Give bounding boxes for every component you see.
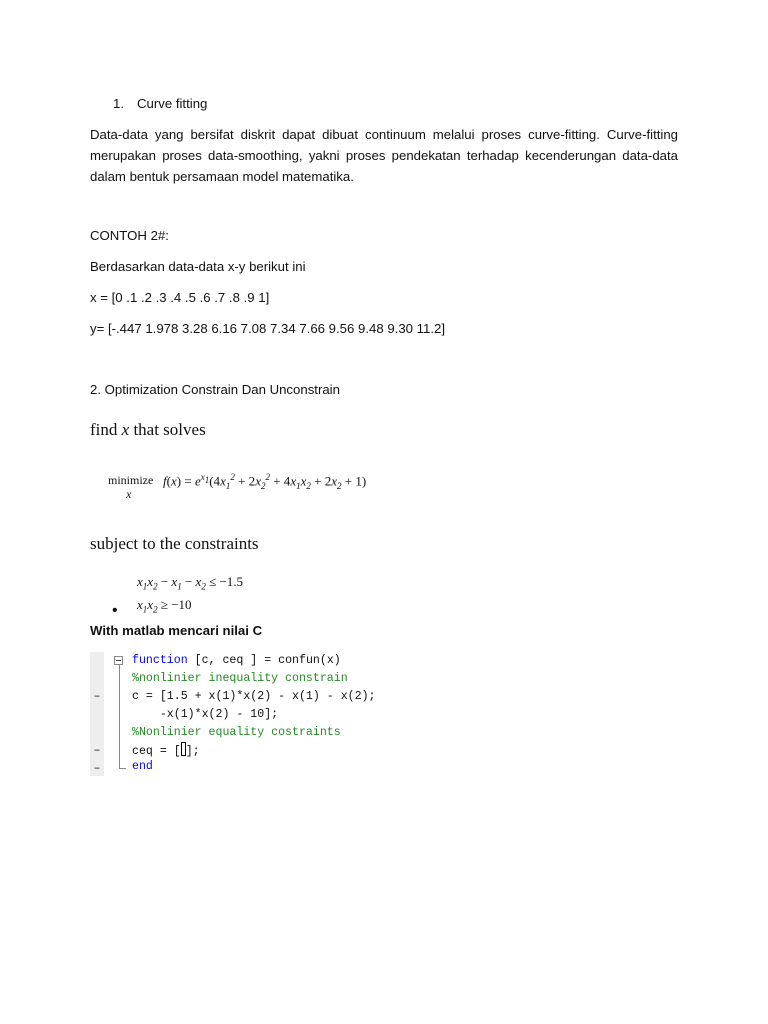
section1-heading: Curve fitting (137, 96, 208, 111)
constraint-1: $x_1x_2 - x_1 - x_2 \le -1.5$ (137, 574, 244, 592)
example-x-data: x = [0 .1 .2 .3 .4 .5 .6 .7 .8 .9 1] (90, 290, 270, 305)
breakpoint-dash-6[interactable]: – (93, 744, 101, 757)
example-title: CONTOH 2#: (90, 228, 169, 243)
code-line-4[interactable]: -x(1)*x(2) - 10]; (132, 708, 279, 721)
subject-to-heading: subject to the constraints (90, 534, 259, 553)
breakpoint-dash-3[interactable]: – (93, 690, 101, 703)
fold-end-marker (119, 760, 126, 769)
ceq-pre: ceq = [ (132, 745, 181, 758)
bullet: • (112, 602, 118, 619)
minimize-variable: x (126, 487, 132, 501)
breakpoint-dash-7[interactable]: – (93, 762, 101, 775)
code-line-2[interactable]: %nonlinier inequality constrain (132, 672, 348, 685)
matlab-line: With matlab mencari nilai C (90, 623, 263, 638)
ceq-post: ]; (185, 745, 200, 758)
keyword-function: function (132, 654, 188, 667)
fold-collapse-icon[interactable] (114, 656, 123, 665)
minimize-word: minimize (108, 473, 154, 487)
constraint-2: $x_1x_2 \ge -10$ (137, 597, 192, 615)
code-line-5[interactable]: %Nonlinier equality costraints (132, 726, 341, 739)
code-editor (90, 652, 422, 776)
code-line-3[interactable]: c = [1.5 + x(1)*x(2) - x(1) - x(2); (132, 690, 376, 703)
section2-heading: 2. Optimization Constrain Dan Unconstrain (90, 382, 340, 397)
function-signature: [c, ceq ] = confun(x) (187, 654, 341, 667)
code-line-1[interactable] (132, 652, 341, 670)
example-y-data: y= [-.447 1.978 3.28 6.16 7.08 7.34 7.66 9.56 9.48 9.30 11.2] (90, 321, 446, 336)
section1-paragraph: Data-data yang bersifat diskrit dapat dibuat continuum melalui proses curve-fitting. Curve-fitting merupakan proses data-smoothing, yakni proses pendekatan terhadap kecenderungan data-data dalam bentuk persamaan model matematika. (90, 127, 678, 184)
find-post: that solves (129, 420, 206, 439)
fold-guide (119, 665, 120, 760)
example-intro: Berdasarkan data-data x-y berikut ini (90, 259, 306, 274)
objective-function: $f(x) = e^{x_1}(4x_1^2 + 2x_2^2 + 4x_1x_2 + 2x_2 + 1)$ (163, 472, 367, 491)
find-statement (90, 420, 206, 440)
find-var: x (121, 420, 130, 439)
find-pre: find (90, 420, 122, 439)
section1-number: 1. (113, 96, 124, 111)
code-line-7[interactable]: end (132, 760, 153, 773)
